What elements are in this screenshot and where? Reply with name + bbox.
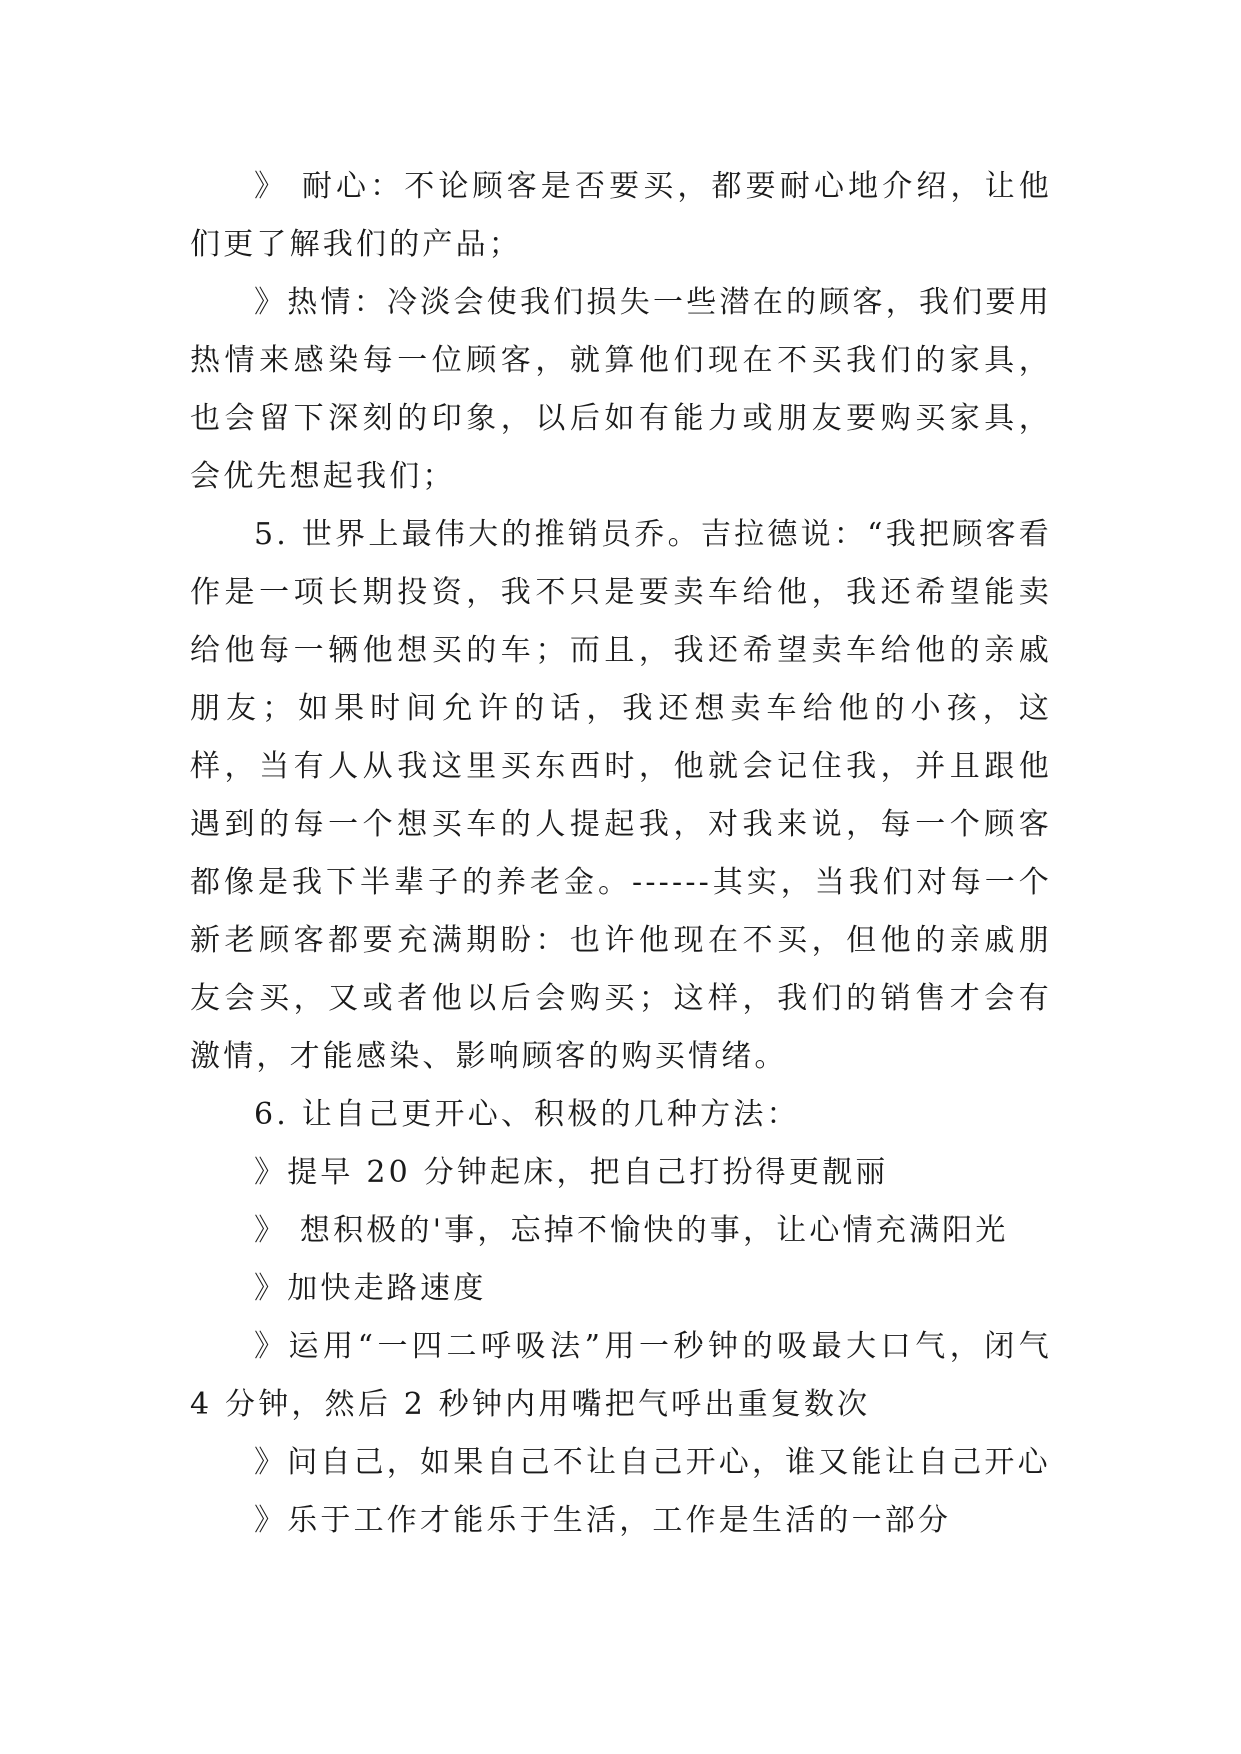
paragraph-patience: 》 耐心：不论顾客是否要买，都要耐心地介绍，让他们更了解我们的产品； [190,169,1052,262]
paragraph-girard-quote: 5. 世界上最伟大的推销员乔。吉拉德说：“我把顾客看作是一项长期投资，我不只是要卖车给他，我还希望能卖给他每一辆他想买的车；而且，我还希望卖车给他的亲戚朋友；如果时间允许的话，我还想卖车给他的小孩，这样，当有人从我这里买东西时，他就会记住我，并且跟他遇到的每一个想买车的人提起我，对我来说，每一个顾客都像是我下半辈子的养老金。------其实，当我们对每一个新老顾客都要充满期盼：也许他现在不买，但他的亲戚朋友会买，又或者他以后会购买；这样，我们的销售才会有激情，才能感染、影响顾客的购买情绪。 [190,517,1052,1074]
list-item-wake-early: 》提早 20 分钟起床，把自己打扮得更靓丽 [254,1155,889,1190]
list-item-ask-yourself: 》问自己，如果自己不让自己开心，谁又能让自己开心 [254,1445,1051,1480]
list-item-breathing-method: 》运用“一四二呼吸法”用一秒钟的吸最大口气，闭气 4 分钟，然后 2 秒钟内用嘴把气呼出重复数次 [190,1329,1052,1422]
document-body [190,158,1052,1550]
list-item-think-positive: 》 想积极的'事，忘掉不愉快的事，让心情充满阳光 [254,1213,1009,1248]
list-item-walk-faster: 》加快走路速度 [254,1271,487,1306]
list-item-enjoy-work: 》乐于工作才能乐于生活，工作是生活的一部分 [254,1503,952,1538]
paragraph-methods-heading: 6. 让自己更开心、积极的几种方法： [254,1097,800,1132]
paragraph-enthusiasm: 》热情：冷淡会使我们损失一些潜在的顾客，我们要用热情来感染每一位顾客，就算他们现在不买我们的家具，也会留下深刻的印象，以后如有能力或朋友要购买家具，会优先想起我们； [190,285,1052,494]
